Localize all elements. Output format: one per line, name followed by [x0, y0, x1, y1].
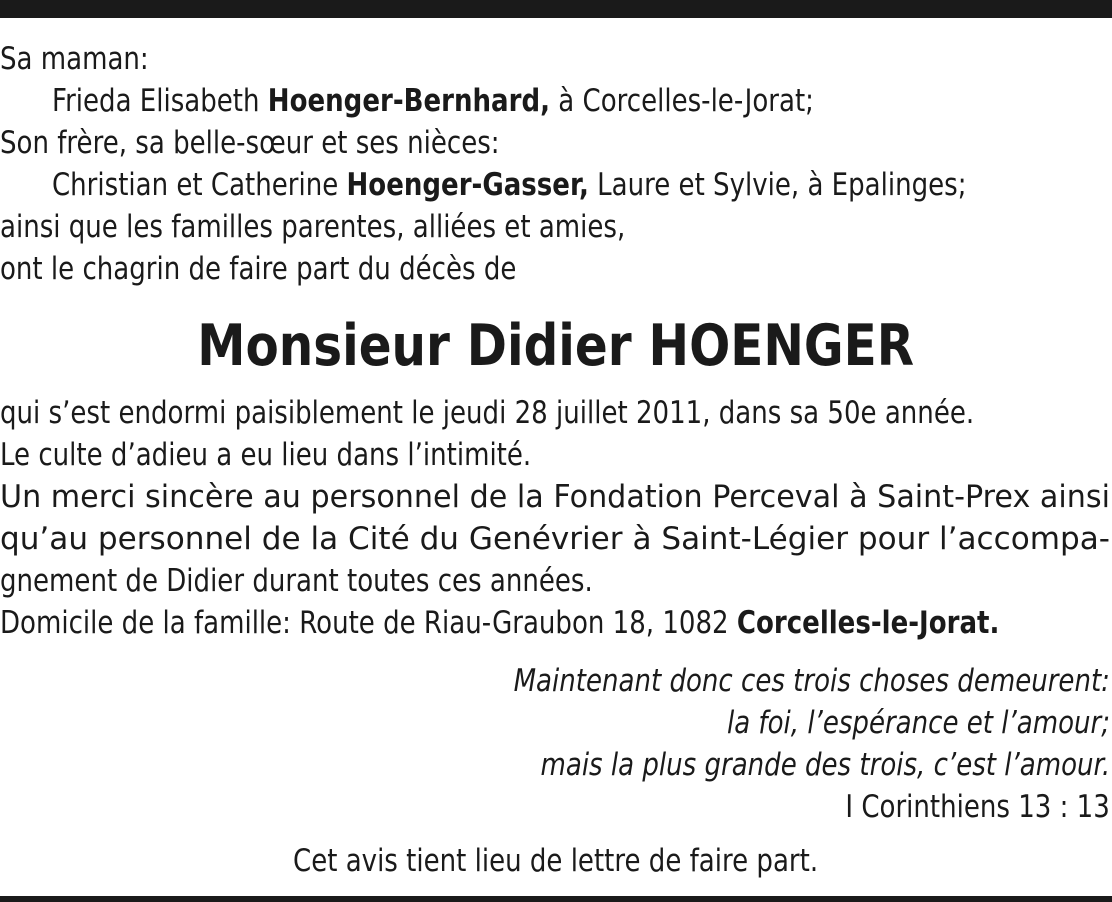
thanks-line-1	[0, 476, 1112, 518]
deceased-name	[0, 308, 1112, 384]
deceased-name-text: Monsieur Didier HOENGER	[197, 313, 915, 379]
brother-surname: Hoenger-Gasser,	[346, 167, 589, 203]
thanks-line-2-text: qu’au personnel de la Cité du Genévrier à Saint-Légier pour l’accompa-	[0, 521, 1111, 557]
thanks-line-2	[0, 518, 1112, 560]
announcement-line: ont le chagrin de faire part du décès de	[0, 251, 517, 287]
verse-line-2: la foi, l’espérance et l’amour;	[726, 705, 1110, 741]
brother-names: Christian et Catherine	[52, 167, 347, 203]
thanks-line-3: gnement de Didier durant toutes ces années.	[0, 563, 593, 599]
top-border-rule	[0, 0, 1112, 18]
footer-note-text: Cet avis tient lieu de lettre de faire part.	[293, 843, 819, 879]
bottom-border-rule	[0, 896, 1112, 902]
families-line: ainsi que les familles parentes, alliées et amies,	[0, 209, 626, 245]
siblings-line	[52, 164, 966, 206]
ceremony-line: Le culte d’adieu a eu lieu dans l’intimité.	[0, 437, 532, 473]
mother-first-names: Frieda Elisabeth	[52, 83, 268, 119]
footer-note	[0, 840, 1112, 882]
mother-heading: Sa maman:	[0, 41, 149, 77]
address-town: Corcelles-le-Jorat.	[736, 605, 1000, 641]
address-text: Domicile de la famille: Route de Riau-Graubon 18, 1082	[0, 605, 737, 641]
verse-reference: I Corinthiens 13 : 13	[845, 789, 1110, 825]
mother-place: à Corcelles-le-Jorat;	[550, 83, 814, 119]
verse-line-1: Maintenant donc ces trois choses demeurent:	[513, 663, 1110, 699]
passing-date-line: qui s’est endormi paisiblement le jeudi 28 juillet 2011, dans sa 50e année.	[0, 395, 975, 431]
nieces-and-place: Laure et Sylvie, à Epalinges;	[588, 167, 967, 203]
siblings-heading: Son frère, sa belle-sœur et ses nièces:	[0, 125, 500, 161]
mother-surname: Hoenger-Bernhard,	[267, 83, 551, 119]
mother-line	[52, 80, 814, 122]
thanks-line-1-text: Un merci sincère au personnel de la Fondation Perceval à Saint-Prex ainsi	[0, 479, 1110, 515]
verse-line-3: mais la plus grande des trois, c’est l’amour.	[540, 747, 1110, 783]
family-address-line	[0, 602, 999, 644]
